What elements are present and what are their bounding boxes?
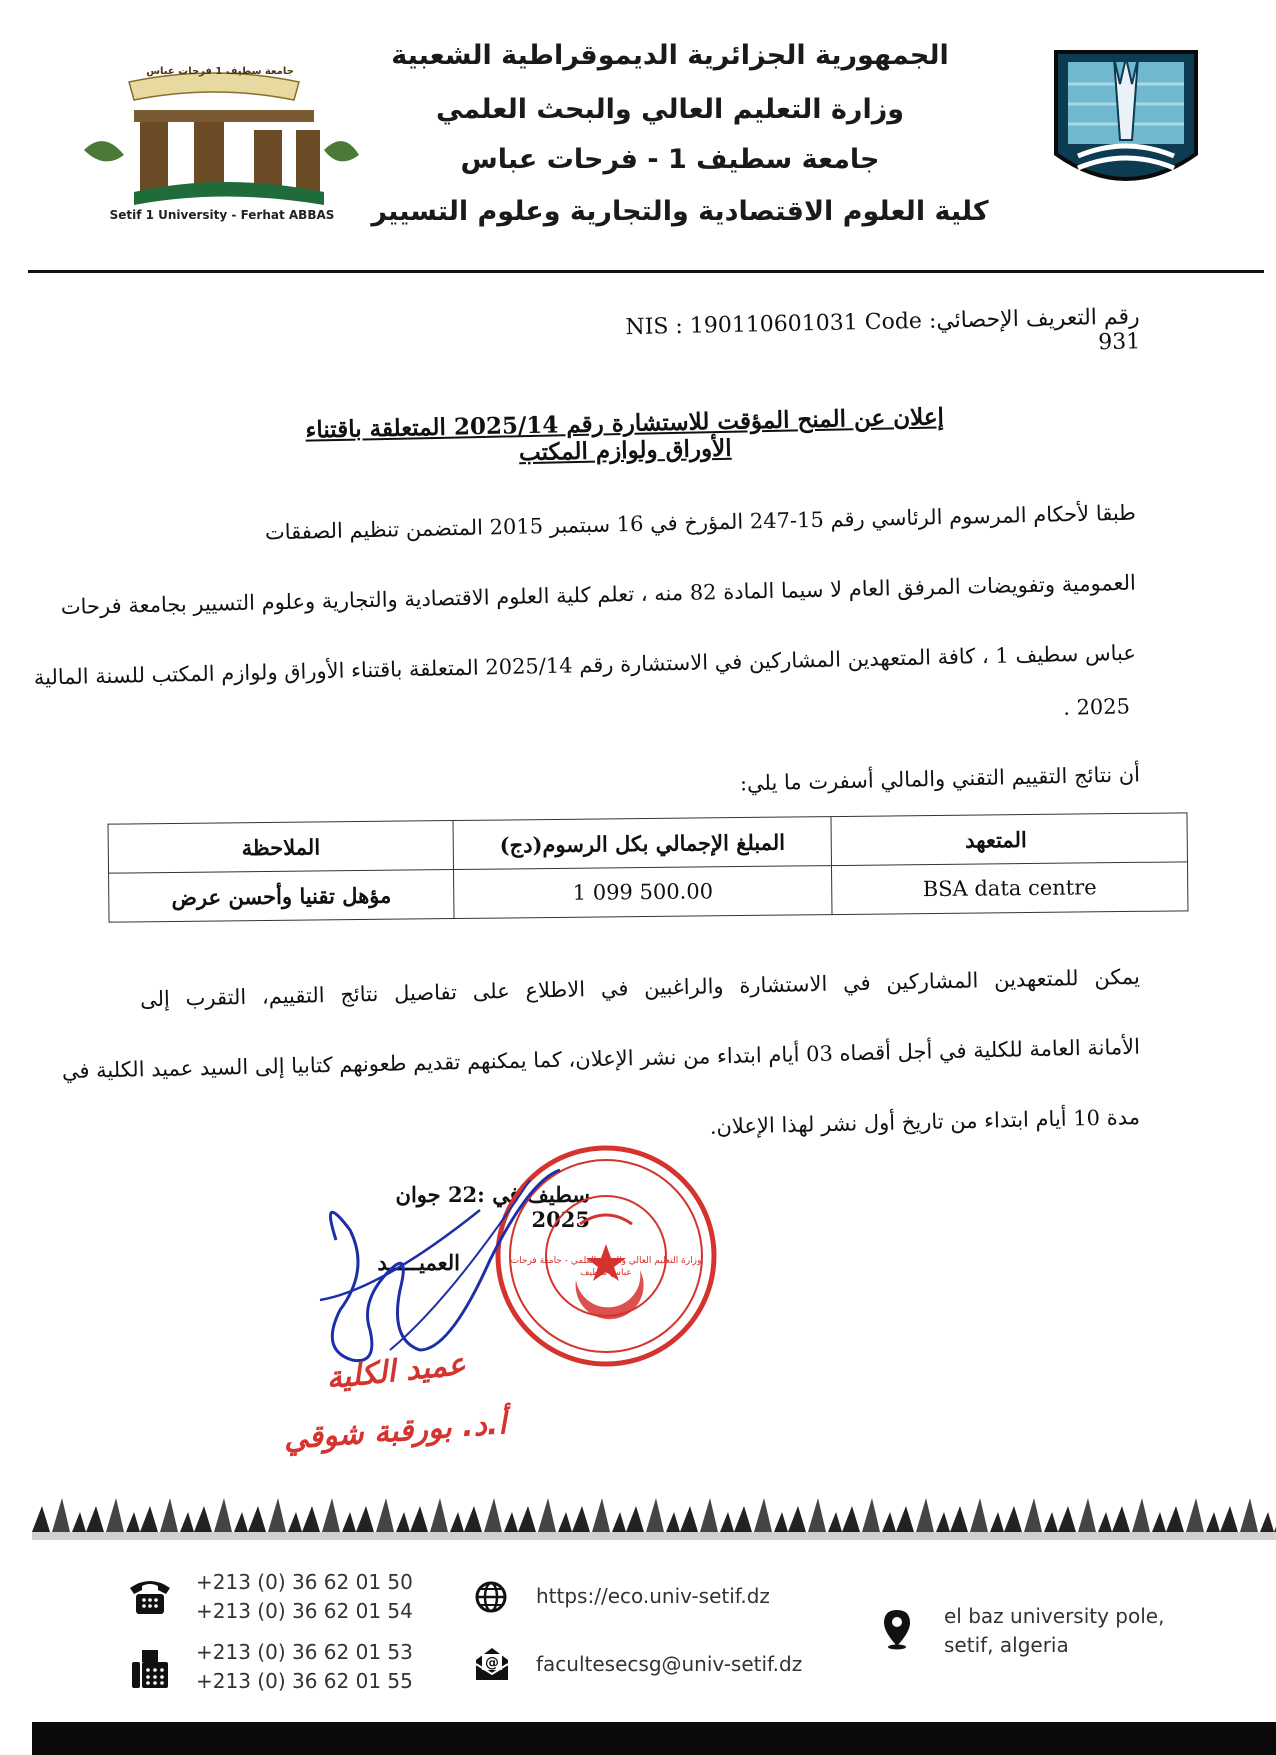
stamp-name-2: أ.د. بورقبة شوقي — [282, 1406, 508, 1457]
body-line-3: عباس سطيف 1 ، كافة المتعهدين المشاركين في الاستشارة رقم 2025/14 المتعلقة باقتناء الأوراق ولوازم المكتب للسنة المالية — [33, 640, 1137, 690]
header-divider — [28, 270, 1264, 273]
fax-2: +213 (0) 36 62 01 55 — [196, 1669, 413, 1693]
globe-icon — [474, 1580, 508, 1614]
cell-note: مؤهل تقنيا وأحسن عرض — [109, 870, 455, 923]
nis-line — [600, 304, 1141, 365]
website-link[interactable]: https://eco.univ-setif.dz — [536, 1584, 770, 1608]
body-line-4: 2025 . — [1062, 694, 1131, 720]
fax-icon — [130, 1648, 170, 1690]
header-university: جامعة سطيف 1 - فرحات عباس — [460, 144, 880, 175]
address-line-2: setif, algeria — [944, 1633, 1069, 1657]
nis-value: NIS : 190110601031 Code 931 — [625, 308, 1141, 356]
closing-line-2: الأمانة العامة للكلية في أجل أقصاه 03 أيام ابتداء من نشر الإعلان، كما يمكنهم تقديم طعونهم كتابيا إلى السيد عميد الكلية في — [61, 1034, 1141, 1084]
cell-amount: 1 099 500.00 — [454, 866, 832, 919]
results-intro: أن نتائج التقييم التقني والمالي أسفرت ما يلي: — [739, 762, 1141, 796]
university-logo-banner-text: جامعة سطيف 1 فرحات عباس — [146, 66, 294, 77]
footer-black-bar — [32, 1722, 1276, 1755]
cell-bidder: BSA data centre — [831, 862, 1188, 915]
header-amount: المبلغ الإجمالي بكل الرسوم(دج) — [453, 817, 831, 870]
header-ministry: وزارة التعليم العالي والبحث العلمي — [435, 94, 905, 125]
body-line-1: طبقا لأحكام المرسوم الرئاسي رقم 15-247 المؤرخ في 16 سبتمبر 2015 المتضمن تنظيم الصفقات — [264, 500, 1137, 545]
phone-icon — [128, 1576, 172, 1616]
stamp-name-1: عميد الكلية — [324, 1346, 468, 1397]
phone-1: +213 (0) 36 62 01 50 — [196, 1570, 413, 1594]
faculty-emblem — [1048, 44, 1204, 196]
closing-line-1: يمكن للمتعهدين المشاركين في الاستشارة والراغبين في الاطلاع على تفاصيل نتائج التقييم، التقرب إلى — [139, 964, 1141, 1012]
header-faculty: كلية العلوم الاقتصادية والتجارية وعلوم التسيير — [371, 196, 989, 227]
body-line-2: العمومية وتفويضات المرفق العام لا سيما المادة 82 منه ، تعلم كلية العلوم الاقتصادية والتجارية وعلوم التسيير بجامعة فرحات — [60, 570, 1137, 620]
email-icon — [474, 1646, 510, 1682]
university-logo-caption: Setif 1 University - Ferhat ABBAS — [109, 208, 335, 222]
signature-date: سطيف في :22 جوان 2025 — [395, 1182, 590, 1232]
header-bidder: المتعهد — [831, 813, 1188, 866]
fax-1: +213 (0) 36 62 01 53 — [196, 1640, 413, 1664]
nis-label: رقم التعريف الإحصائي: — [928, 304, 1140, 334]
email-link[interactable]: facultesecsg@univ-setif.dz — [536, 1652, 803, 1676]
signature-title: العميـــــد — [377, 1250, 460, 1275]
address-line-1: el baz university pole, — [944, 1604, 1165, 1628]
university-logo — [74, 60, 364, 230]
footer-zigzag-border — [32, 1492, 1276, 1544]
table-row — [109, 862, 1188, 922]
header-note: الملاحظة — [108, 821, 454, 874]
svg-text:@: @ — [485, 1655, 499, 1671]
phone-2: +213 (0) 36 62 01 54 — [196, 1599, 413, 1623]
seal-text: وزارة التعليم العالي والبحث العلمي - جامعة فرحات عباس سطيف — [510, 1256, 702, 1278]
header-republic: الجمهورية الجزائرية الديموقراطية الشعبية — [391, 40, 949, 71]
closing-line-3: مدة 10 أيام ابتداء من تاريخ أول نشر لهذا الإعلان. — [709, 1105, 1141, 1139]
results-table — [108, 812, 1189, 922]
location-pin-icon — [882, 1608, 912, 1650]
announcement-title: إعلان عن المنح المؤقت للاستشارة رقم 2025/14 المتعلقة باقتناء الأوراق ولوازم المكتب — [305, 403, 945, 467]
